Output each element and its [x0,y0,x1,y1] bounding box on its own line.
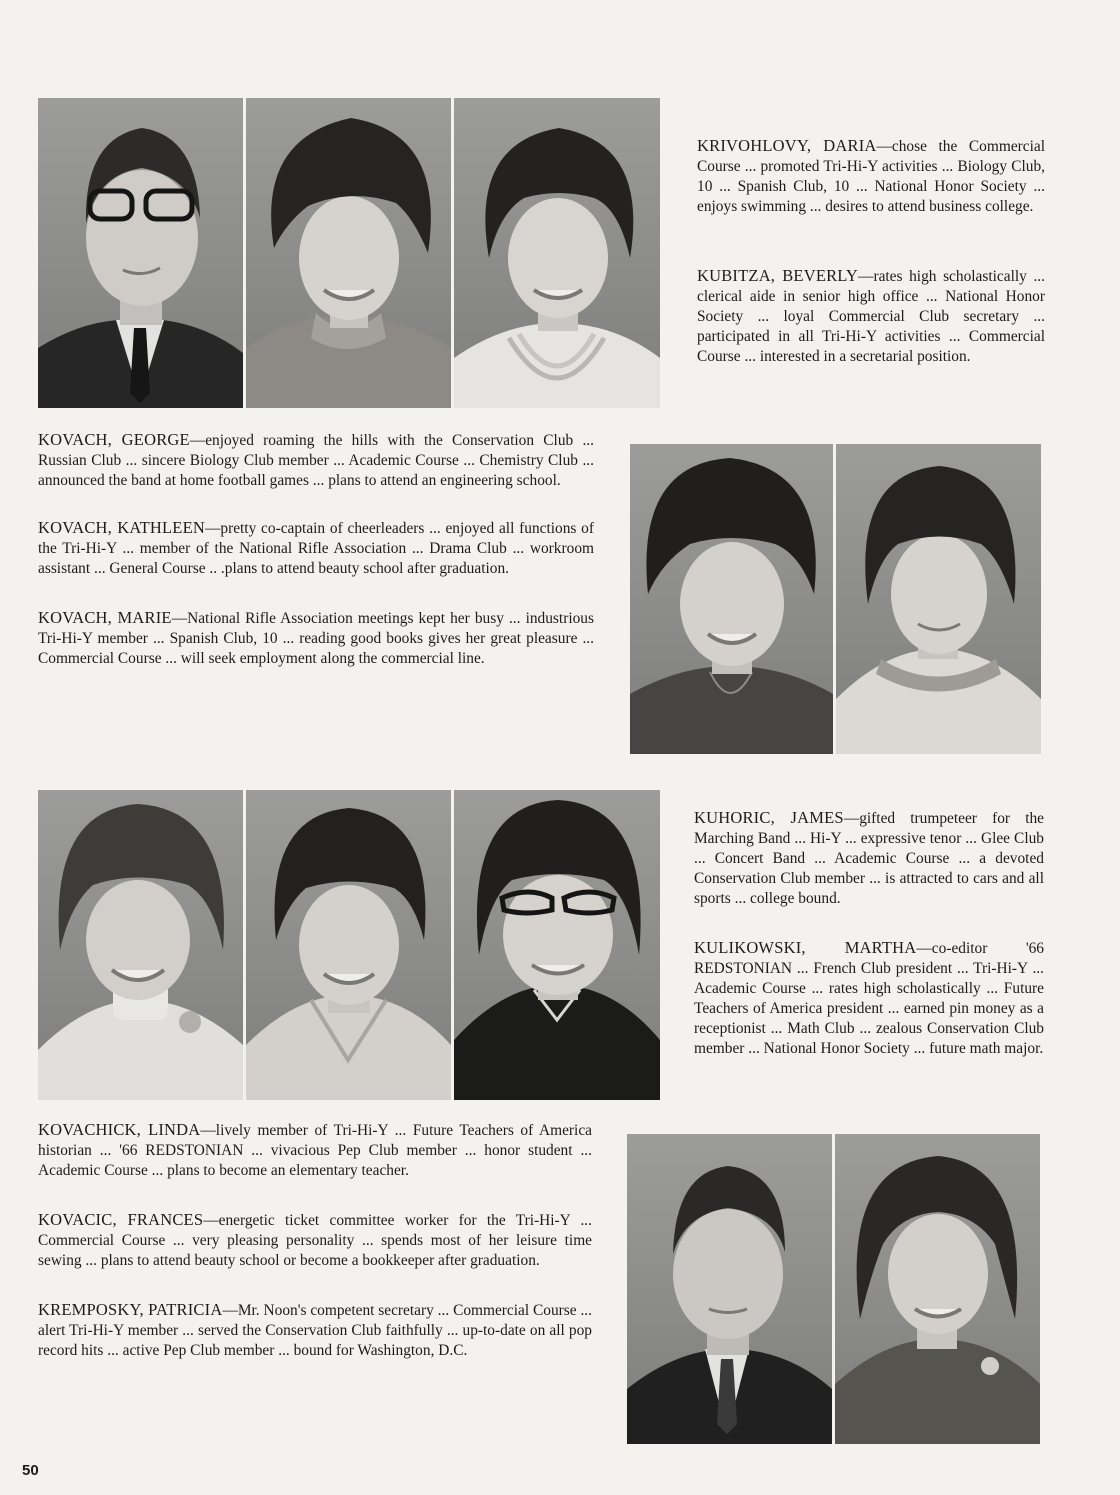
senior-name: KRIVOHLOVY, DARIA [697,136,877,155]
photo-kovach-george [38,98,243,408]
senior-activities: —energetic ticket committee worker for the Tri-Hi-Y ... Commercial Course ... very pleasing personality ... spends most of her leisure time sewing ... plans to attend beauty school or become a bookkeeper after graduation. [38,1212,592,1269]
photo-kovach-kathleen [246,98,451,408]
senior-activities: —enjoyed roaming the hills with the Conservation Club ... Russian Club ... sincere Biology Club member ... Academic Course ... Chemistry Club ... announced the band at home football games ... plans to attend an engineering school. [38,432,594,489]
photo-kovachick-linda [38,790,243,1100]
senior-activities: —chose the Commercial Course ... promoted Tri-Hi-Y activities ... Biology Club, 10 ... Spanish Club, 10 ... National Honor Society ... enjoys swimming ... desires to attend business college. [697,138,1045,215]
bio-kovach-george [38,430,594,491]
senior-name: KUHORIC, JAMES [694,808,844,827]
photo-kubitza-beverly [836,444,1041,754]
bio-kovach-kathleen [38,518,594,579]
senior-activities: —Mr. Noon's competent secretary ... Commercial Course ... alert Tri-Hi-Y member ... served the Conservation Club faithfully ... up-to-date on all pop record hits ... active Pep Club member ... bound for Washington, D.C. [38,1302,592,1359]
senior-activities: —pretty co-captain of cheerleaders ... enjoyed all functions of the Tri-Hi-Y ... member of the National Rifle Association ... Drama Club ... workroom assistant ... General Course .. .plans to attend beauty school after graduation. [38,520,594,577]
bio-kovachick-linda [38,1120,592,1181]
bio-kremposky-patricia [38,1300,592,1361]
photo-kulikowski-martha [835,1134,1040,1444]
bio-kovach-marie [38,608,594,669]
senior-name: KUBITZA, BEVERLY [697,266,859,285]
senior-activities: —rates high scholastically ... clerical aide in senior high office ... National Honor Society ... loyal Commercial Club secretary ... participated in all Tri-Hi-Y activities ... Commercial Course ... interested in a secretarial position. [697,268,1045,365]
bio-kuhoric-james [694,808,1044,909]
senior-name: KOVACH, KATHLEEN [38,518,205,537]
photo-kovach-marie [454,98,660,408]
senior-name: KULIKOWSKI, MARTHA [694,938,917,957]
bio-krivohlovy-daria [697,136,1045,217]
senior-activities: —gifted trumpeteer for the Marching Band ... Hi-Y ... expressive tenor ... Glee Club ... Concert Band ... Academic Course ... a devoted Conservation Club member ... is attracted to cars and all sports ... college bound. [694,810,1045,907]
senior-activities: —lively member of Tri-Hi-Y ... Future Teachers of America historian ... '66 REDSTONIAN ... vivacious Pep Club member ... honor student ... Academic Course ... plans to become an elementary teacher. [38,1122,592,1179]
senior-name: KOVACH, GEORGE [38,430,190,449]
senior-activities: —co-editor '66 REDSTONIAN ... French Club president ... Tri-Hi-Y ... Academic Course ... rates high scholastically ... Future Teachers of America president ... earned pin money as a receptionist ... Math Club ... zealous Conservation Club member ... National Honor Society ... future math major. [694,940,1044,1057]
senior-name: KOVACIC, FRANCES [38,1210,204,1229]
photo-kovacic-frances [246,790,451,1100]
bio-kovacic-frances [38,1210,592,1271]
senior-name: KOVACHICK, LINDA [38,1120,201,1139]
page-number: 50 [22,1462,39,1479]
photo-kremposky-patricia [454,790,660,1100]
bio-kubitza-beverly [697,266,1045,367]
senior-name: KOVACH, MARIE [38,608,172,627]
bio-kulikowski-martha [694,938,1044,1059]
senior-activities: —National Rifle Association meetings kept her busy ... industrious Tri-Hi-Y member ... Spanish Club, 10 ... reading good books gives her great pleasure ... Commercial Course ... will seek employment along the commercial line. [38,610,594,667]
photo-krivohlovy-daria [630,444,833,754]
photo-kuhoric-james [627,1134,832,1444]
senior-name: KREMPOSKY, PATRICIA [38,1300,223,1319]
